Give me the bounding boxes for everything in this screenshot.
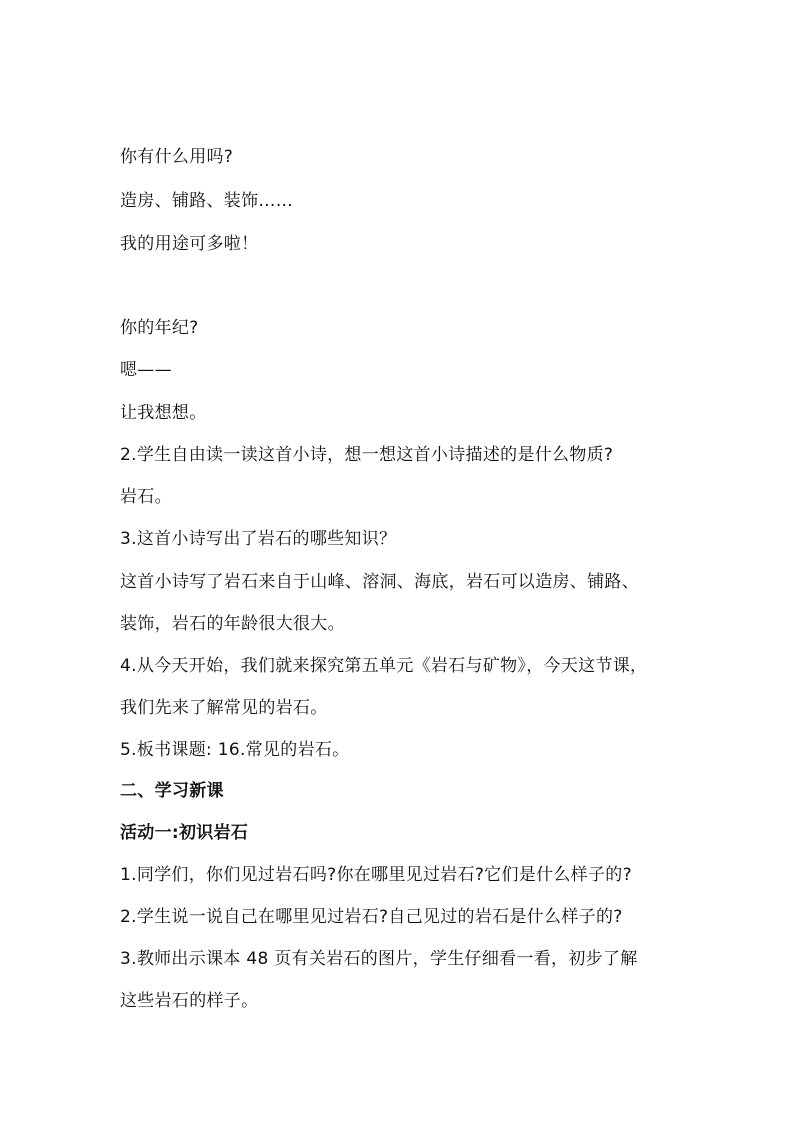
poem-line-question-age: 你的年纪? (120, 318, 199, 338)
activity-1-step-3-line-1: 3.教师出示课本 48 页有关岩石的图片，学生仔细看一看，初步了解 (120, 949, 638, 969)
step-2-read-poem: 2.学生自由读一读这首小诗，想一想这首小诗描述的是什么物质? (120, 445, 614, 465)
poem-line-hmm: 嗯—— (120, 360, 172, 380)
poem-line-uses: 造房、铺路、装饰…… (120, 191, 293, 211)
activity-1-heading: 活动一:初识岩石 (120, 823, 249, 843)
step-4-unit-intro-line-1: 4.从今天开始，我们就来探究第五单元《岩石与矿物》，今天这节课， (120, 656, 648, 676)
step-4-unit-intro-line-2: 我们先来了解常见的岩石。 (120, 698, 328, 718)
section-heading-new-lesson: 二、学习新课 (120, 781, 224, 801)
step-5-board-title: 5.板书课题: 16.常见的岩石。 (120, 740, 350, 760)
answer-knowledge-line-1: 这首小诗写了岩石来自于山峰、溶洞、海底，岩石可以造房、铺路、 (120, 572, 639, 592)
activity-1-step-1: 1.同学们，你们见过岩石吗?你在哪里见过岩石?它们是什么样子的? (120, 865, 632, 885)
answer-rock: 岩石。 (120, 487, 172, 507)
poem-line-question-use: 你有什么用吗? (120, 147, 234, 167)
answer-knowledge-line-2: 装饰，岩石的年龄很大很大。 (120, 614, 345, 634)
activity-1-step-2: 2.学生说一说自己在哪里见过岩石?自己见过的岩石是什么样子的? (120, 907, 623, 927)
poem-line-many-uses: 我的用途可多啦！ (120, 234, 259, 254)
step-3-poem-knowledge: 3.这首小诗写出了岩石的哪些知识？ (120, 529, 397, 549)
activity-1-step-3-line-2: 这些岩石的样子。 (120, 991, 259, 1011)
poem-line-let-me-think: 让我想想。 (120, 403, 207, 423)
